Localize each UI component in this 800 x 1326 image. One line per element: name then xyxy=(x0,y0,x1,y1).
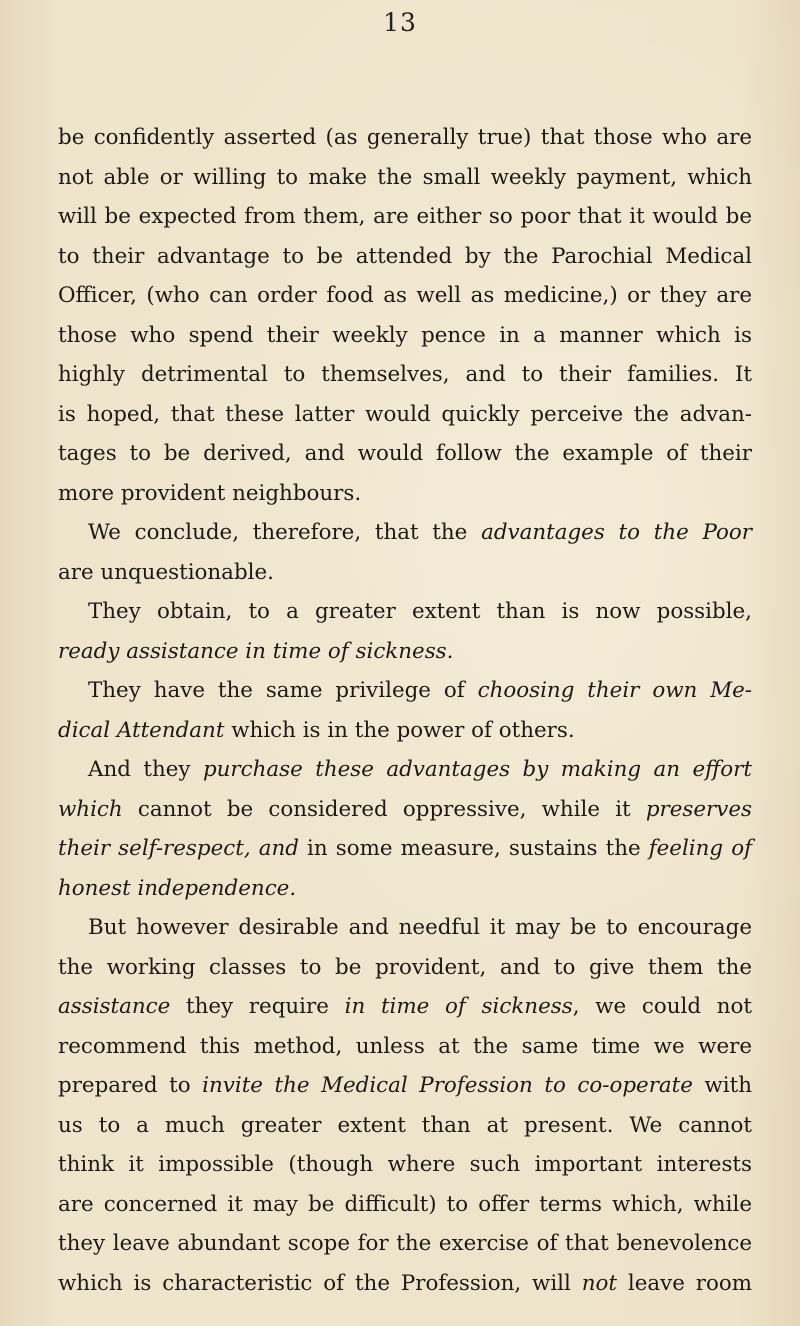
text-line xyxy=(58,395,752,435)
line-segment: think it impossible (though where such important interests xyxy=(58,1152,752,1177)
text-line xyxy=(58,1106,752,1146)
italic-segment: which xyxy=(58,796,123,822)
line-segment: they require xyxy=(170,994,345,1019)
line-segment: And they xyxy=(88,757,203,782)
italic-segment: purchase these advantages by making an effort xyxy=(202,757,752,782)
italic-segment: advantages to the Poor xyxy=(481,520,752,545)
line-segment: us to a much greater extent than at present. We cannot xyxy=(58,1112,752,1138)
line-segment: in some measure, sustains the xyxy=(298,836,649,861)
text-line xyxy=(58,197,752,237)
line-segment: leave room xyxy=(617,1270,752,1296)
text-line xyxy=(58,158,752,198)
line-segment: they leave abundant scope for the exercise of that benevolence xyxy=(58,1231,752,1256)
line-segment: cannot be considered oppressive, while it xyxy=(122,796,646,822)
text-line xyxy=(58,750,752,790)
text-line xyxy=(58,553,752,593)
italic-segment: their self-respect, and xyxy=(58,836,299,861)
line-segment: , we could not xyxy=(572,994,753,1019)
text-line xyxy=(58,316,752,356)
italic-segment: feeling of xyxy=(648,836,753,861)
line-segment: We conclude, therefore, that the xyxy=(88,520,482,545)
text-line xyxy=(58,1224,752,1264)
line-segment: those who spend their weekly pence in a manner which is xyxy=(58,322,752,348)
italic-segment: assistance xyxy=(58,994,171,1019)
italic-segment: preserves xyxy=(645,796,752,822)
italic-segment: ready assistance in time of sickness. xyxy=(58,638,454,664)
italic-segment: not xyxy=(581,1270,617,1296)
text-line xyxy=(58,237,752,277)
line-segment: with xyxy=(692,1073,753,1098)
text-line xyxy=(58,118,752,158)
line-segment: will be expected from them, are either so poor that it would be xyxy=(58,204,752,229)
text-line xyxy=(58,1185,752,1225)
text-line xyxy=(58,790,752,830)
line-segment: They obtain, to a greater extent than is now possible, xyxy=(88,599,752,624)
text-line xyxy=(58,355,752,395)
italic-segment: honest independence. xyxy=(58,875,297,901)
line-segment: are unquestionable. xyxy=(58,559,274,585)
italic-segment: in time of sickness xyxy=(344,994,573,1019)
text-line xyxy=(58,1027,752,1067)
italic-segment: invite the Medical Profession to co-operate xyxy=(202,1073,693,1098)
page-number: 13 xyxy=(383,8,417,37)
line-segment: tages to be derived, and would follow the example of their xyxy=(58,441,752,466)
line-segment: is hoped, that these latter would quickly perceive the advan- xyxy=(58,401,752,427)
text-line xyxy=(58,908,752,948)
line-segment: which is characteristic of the Profession, will xyxy=(58,1270,582,1296)
line-segment: which is in the power of others. xyxy=(224,717,575,743)
text-line xyxy=(58,671,752,711)
text-line xyxy=(58,987,752,1027)
text-line xyxy=(58,276,752,316)
text-line xyxy=(58,948,752,988)
text-line xyxy=(58,829,752,869)
text-line xyxy=(58,711,752,751)
line-segment: more provident neighbours. xyxy=(58,480,362,506)
text-line xyxy=(58,1264,752,1304)
line-segment: prepared to xyxy=(58,1073,203,1098)
italic-segment: choosing their own Me- xyxy=(477,678,752,703)
text-line xyxy=(58,513,752,553)
text-line xyxy=(58,592,752,632)
line-segment: are concerned it may be difficult) to offer terms which, while xyxy=(58,1191,752,1217)
line-segment: highly detrimental to themselves, and to their families. It xyxy=(58,362,752,387)
text-line xyxy=(58,869,752,909)
line-segment: be confidently asserted (as generally true) that those who are xyxy=(58,125,752,150)
line-segment: They have the same privilege of xyxy=(88,678,478,703)
body-text xyxy=(58,118,752,1303)
text-line xyxy=(58,474,752,514)
text-line xyxy=(58,632,752,672)
line-segment: recommend this method, unless at the same time we were xyxy=(58,1033,752,1059)
line-segment: not able or willing to make the small weekly payment, which xyxy=(58,164,752,190)
line-segment: Officer, (who can order food as well as medicine,) or they are xyxy=(58,283,752,308)
line-segment: the working classes to be provident, and to give them the xyxy=(58,954,752,980)
line-segment: But however desirable and needful it may be to encourage xyxy=(88,915,752,940)
text-line xyxy=(58,1145,752,1185)
line-segment: to their advantage to be attended by the Parochial Medical xyxy=(58,243,752,269)
text-line xyxy=(58,434,752,474)
italic-segment: dical Attendant xyxy=(58,717,225,743)
text-line xyxy=(58,1066,752,1106)
